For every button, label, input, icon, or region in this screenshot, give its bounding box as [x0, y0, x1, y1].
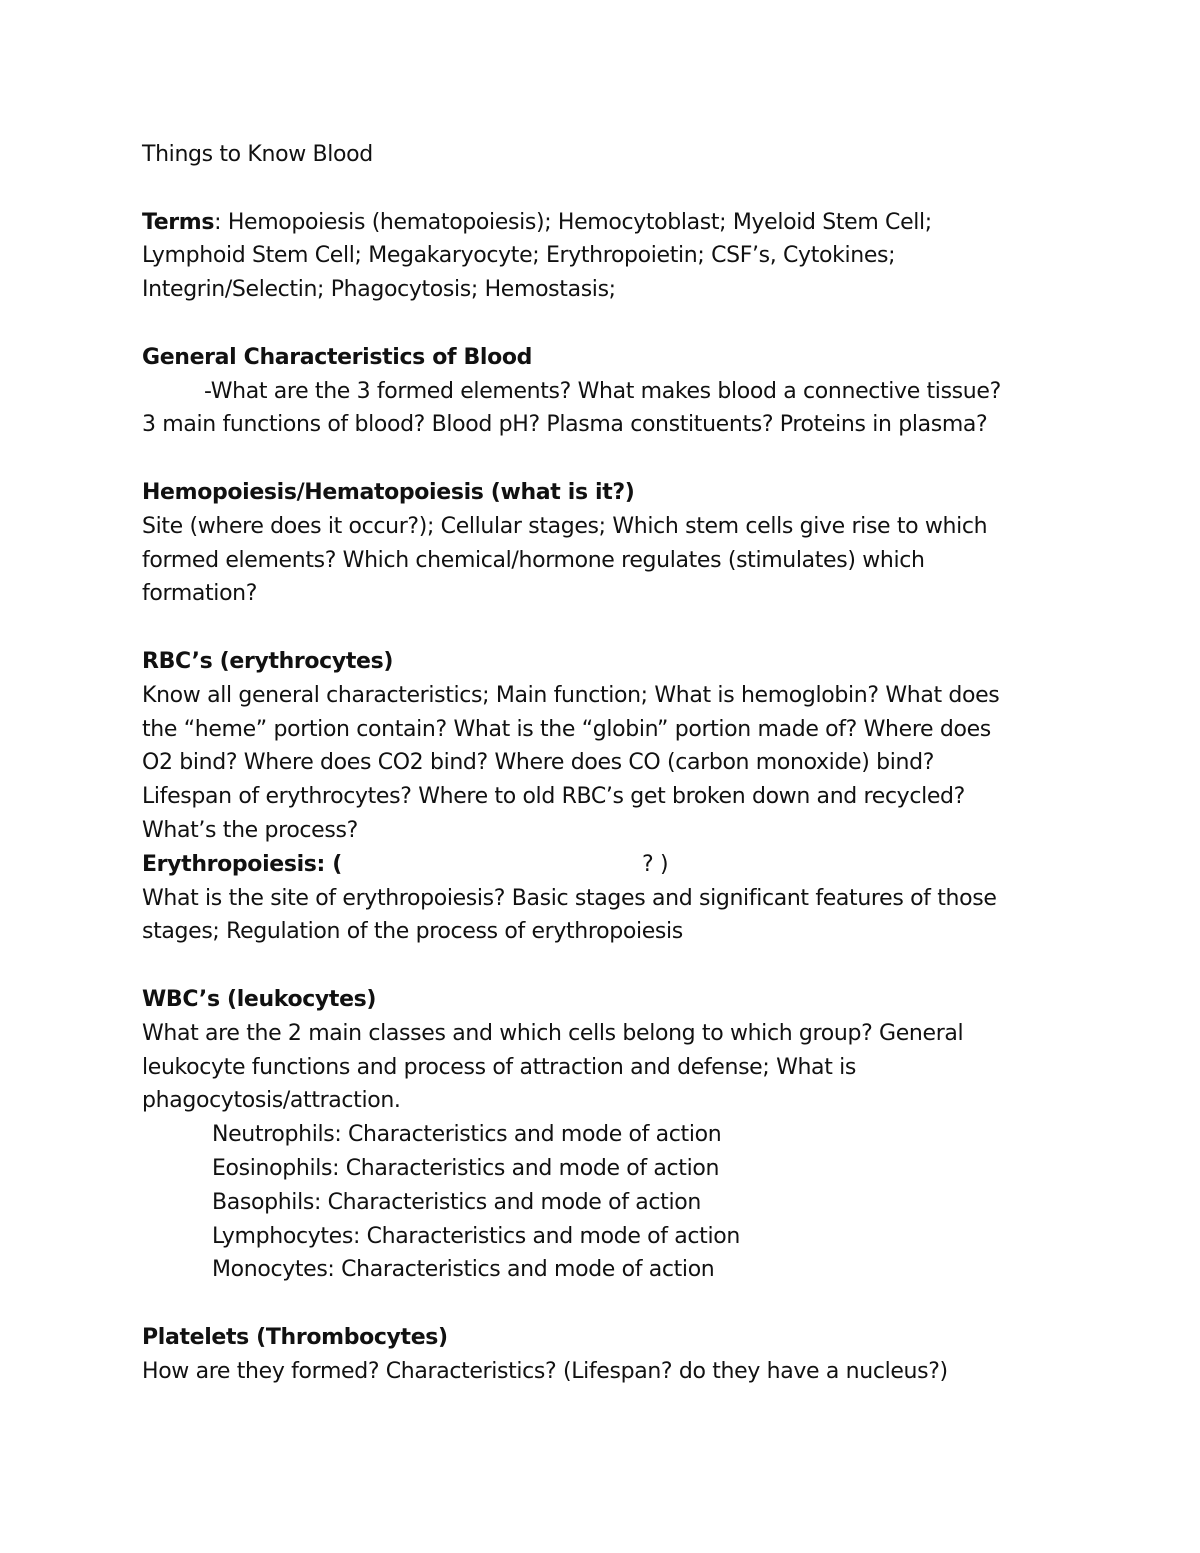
wbc-item-eosinophils: Eosinophils: Characteristics and mode of action [212, 1155, 720, 1181]
erythropoiesis-heading-end: ? ) [641, 851, 669, 877]
spacer [142, 307, 1072, 341]
wbc-heading: WBC’s (leukocytes) [142, 986, 377, 1012]
erythropoiesis-line-2: stages; Regulation of the process of erythropoiesis [142, 919, 683, 945]
spacer [142, 949, 1072, 983]
hemopoiesis-heading: Hemopoiesis/Hematopoiesis (what is it?) [142, 479, 635, 505]
wbc-line-3: phagocytosis/attraction. [142, 1088, 401, 1114]
document-title: Things to Know Blood [142, 142, 373, 167]
erythropoiesis-heading [142, 848, 1072, 882]
erythropoiesis-heading-start: Erythropoiesis: ( [142, 851, 342, 877]
spacer [142, 611, 1072, 645]
general-heading: General Characteristics of Blood [142, 344, 533, 370]
wbc-line-1: What are the 2 main classes and which cells belong to which group? General [142, 1020, 964, 1046]
rbc-line-3: O2 bind? Where does CO2 bind? Where does CO (carbon monoxide) bind? [142, 750, 935, 776]
wbc-item-basophils: Basophils: Characteristics and mode of action [212, 1189, 701, 1215]
document-page [142, 138, 1072, 1388]
spacer [142, 1287, 1072, 1321]
rbc-line-5: What’s the process? [142, 817, 358, 843]
general-line-1: -What are the 3 formed elements? What makes blood a connective tissue? [204, 378, 1001, 404]
erythropoiesis-line-1: What is the site of erythropoiesis? Basic stages and significant features of those [142, 885, 997, 911]
terms-line-1 [142, 206, 1072, 240]
terms-line-3: Integrin/Selectin; Phagocytosis; Hemostasis; [142, 277, 616, 303]
rbc-heading: RBC’s (erythrocytes) [142, 648, 394, 674]
hemopoiesis-line-3: formation? [142, 581, 258, 607]
terms-text-1: : Hemopoiesis (hematopoiesis); Hemocytoblast; Myeloid Stem Cell; [214, 209, 932, 235]
terms-label: Terms [142, 209, 215, 235]
wbc-line-2: leukocyte functions and process of attraction and defense; What is [142, 1054, 856, 1080]
spacer [142, 172, 1072, 206]
hemopoiesis-line-2: formed elements? Which chemical/hormone regulates (stimulates) which [142, 547, 925, 573]
general-line-2: 3 main functions of blood? Blood pH? Plasma constituents? Proteins in plasma? [142, 412, 988, 438]
wbc-item-monocytes: Monocytes: Characteristics and mode of action [212, 1257, 715, 1283]
platelets-heading: Platelets (Thrombocytes) [142, 1324, 448, 1350]
terms-line-2: Lymphoid Stem Cell; Megakaryocyte; Erythropoietin; CSF’s, Cytokines; [142, 243, 896, 269]
hemopoiesis-line-1: Site (where does it occur?); Cellular stages; Which stem cells give rise to which [142, 513, 988, 539]
rbc-line-1: Know all general characteristics; Main function; What is hemoglobin? What does [142, 682, 1000, 708]
rbc-line-2: the “heme” portion contain? What is the “globin” portion made of? Where does [142, 716, 991, 742]
wbc-item-lymphocytes: Lymphocytes: Characteristics and mode of action [212, 1223, 740, 1249]
wbc-item-neutrophils: Neutrophils: Characteristics and mode of action [212, 1122, 722, 1148]
spacer [142, 442, 1072, 476]
rbc-line-4: Lifespan of erythrocytes? Where to old RBC’s get broken down and recycled? [142, 784, 965, 810]
platelets-line-1: How are they formed? Characteristics? (Lifespan? do they have a nucleus?) [142, 1358, 948, 1384]
